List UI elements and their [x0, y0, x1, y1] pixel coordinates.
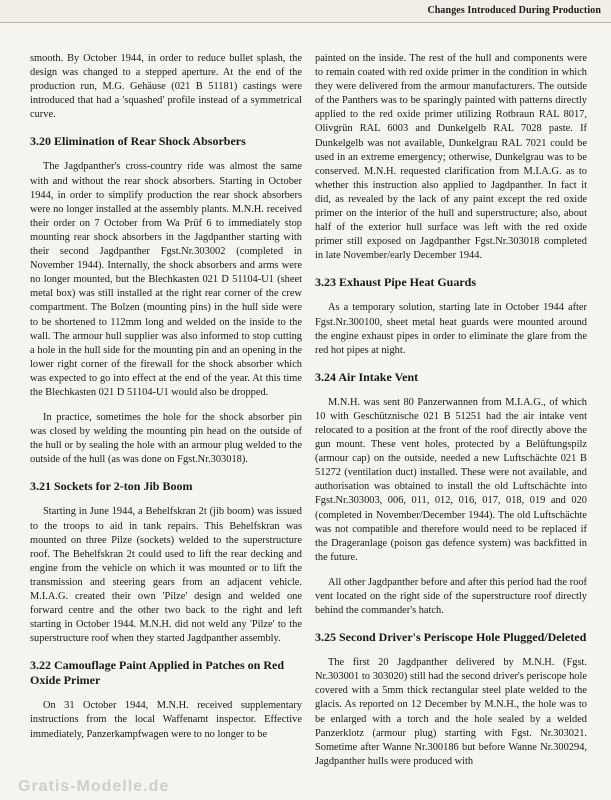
paragraph-3-22-1: On 31 October 1944, M.N.H. received supplementary instructions from the local Waffenamt inspector. Effective immediately, Panzerkampfwagen were to no longer to be: [30, 700, 302, 740]
paragraph-3-24-2: All other Jagdpanther before and after this period had the roof vent located on the right side of the superstructure roof directly behind the commander's hatch.: [315, 576, 587, 617]
paragraph-3-24-1: M.N.H. was sent 80 Panzerwannen from M.I.A.G., of which 10 with Geschütznische 021 B 51251 had the air intake vent relocated to a position at the front of the roof directly above the gun mount. These vent holes, protected by a Belüftungspilz (armour cap) on the outside, needed a new Luftschächte 021 B 51272 (ventilation duct) installed. These were not available, and authorisation was obtained to install the old Luftschächte into Fgst.Nr.303003, 006, 011, 012, 016, 017, 018, 019 and 020 (completed in November/December 1944). The old Luftschächte was not compatible and therefore would need to be replaced if the Drageranlage (poison gas defence system) was backfitted in the future.: [315, 396, 587, 563]
section-heading-3-23: 3.23 Exhaust Pipe Heat Guards: [315, 275, 477, 290]
paragraph-3-20-2: In practice, sometimes the hole for the shock absorber pin was closed by welding the mounting pin head on the outside of the hull or by sealing the hole with an armour plug welded to the outside of the hull (as was done on Fgst.Nr.303018).: [30, 412, 302, 466]
section-heading-3-22: 3.22 Camouflage Paint Applied in Patches on Red Oxide Primer: [30, 658, 285, 688]
paragraph-3-21-1: Starting in June 1944, a Behelfskran 2t (jib boom) was issued to the troops to aid in tank repairs. This Behelfskran was mounted on three Pilze (sockets) welded to the superstructure roof. The Behelfskran 2t could used to lift the rear decking and engine from the vehicle on which it was mounted or to lift the transmission and steering gears from an adjacent vehicle. M.I.A.G. created their own 'Pilze' design and welded one forward centre and the other two back to the right and left starting in October 1944. M.N.H. did not weld any 'Pilze' to the superstructure roof when they started Jagdpanther assembly.: [30, 506, 302, 645]
section-heading-3-21: 3.21 Sockets for 2-ton Jib Boom: [30, 479, 193, 494]
paragraph-3-20-1: The Jagdpanther's cross-country ride was almost the same with and without the rear shock absorbers. Starting in October 1944, in order to simplify production the rear shock absorbers were no longer installed at the assembly plants. M.N.H. received their order on 7 October from Wa Prüf 6 to immediately stop mounting rear shock absorbers in the Jagdpanther starting with their second Jagdpanther Fgst.Nr.303002 (completed in November 1944). Internally, the shock absorbers and arms were no longer mounted, but the Blechkasten 021 D 51104-U1 (sheet metal box) was still installed at the right rear corner of the crew compartment. The Bolzen (mounting pins) in the hull side were to be shortened to 112mm long and welded on the inside to the wall. The armour hull supplier was also informed to stop cutting a hole in the hull side for the mounting pin and an opening in the lower right corner of the firewall for the shock absorber which was expected to go into effect at the end of the year. At this time the Blechkasten 021 D 51104-U1 would also be dropped.: [30, 161, 302, 398]
running-header-title: Changes Introduced During Production: [427, 5, 601, 16]
section-heading-3-25: 3.25 Second Driver's Periscope Hole Plugged/Deleted: [315, 630, 587, 645]
paragraph-3-25-1: The first 20 Jagdpanther delivered by M.N.H. (Fgst. Nr.303001 to 303020) still had the second driver's periscope hole covered with a 5mm thick rectangular steel plate welded to the glacis. As reported on 12 December by M.N.H., the hole was to be enlarged with a torch and the hole sealed by a welded Panzerklotz (armour plug) starting with Fgst. Nr.303021. Sometime after Wanne Nr.300186 but before Wanne Nr.300294, Jagdpanther hulls were produced with: [315, 657, 587, 767]
right-column: [315, 52, 587, 780]
continuation-paragraph: painted on the inside. The rest of the hull and components were to remain coated with red oxide primer in the condition in which they were delivered from the armour manufacturers. The outside of the Panthers was to be sparingly painted with patterns directly applied to the red oxide primer utilizing Rotbraun RAL 8017, Olivgrün RAL 6003 and Dunkelgelb RAL 7028 paste. If Dunkelgelb was not available, Dunkelgrau RAL 7021 could be used in an extreme emergency; otherwise, Dunkelgrau was to be conserved. M.N.H. requested clarification from M.I.A.G. as to whether this instruction also applied to Jagdpanther. In fact it did, as revealed by the lack of any paint except the red oxide primer on the interior of the hull and superstructure; also, about half of the exterior hull surface was left with the red oxide primer still exposed on Jagdpanther Fgst.Nr.303018 completed in late November/early December 1944.: [315, 53, 587, 262]
watermark: Gratis-Modelle.de: [18, 778, 170, 795]
paragraph-3-23-1: As a temporary solution, starting late in October 1944 after Fgst.Nr.300100, sheet metal heat guards were mounted around the engine exhaust pipes in order to eliminate the glare from the red hot pipes at night.: [315, 302, 587, 356]
section-heading-3-20: 3.20 Elimination of Rear Shock Absorbers: [30, 134, 246, 149]
left-column: [30, 52, 302, 753]
running-header: [0, 0, 611, 23]
intro-paragraph: smooth. By October 1944, in order to reduce bullet splash, the design was changed to a stepped aperture. At the end of the production run, M.G. Gehäuse (021 B 51181) castings were introduced that had a 'squashed' profile instead of a symmetrical curve.: [30, 53, 302, 121]
section-heading-3-24: 3.24 Air Intake Vent: [315, 369, 419, 384]
